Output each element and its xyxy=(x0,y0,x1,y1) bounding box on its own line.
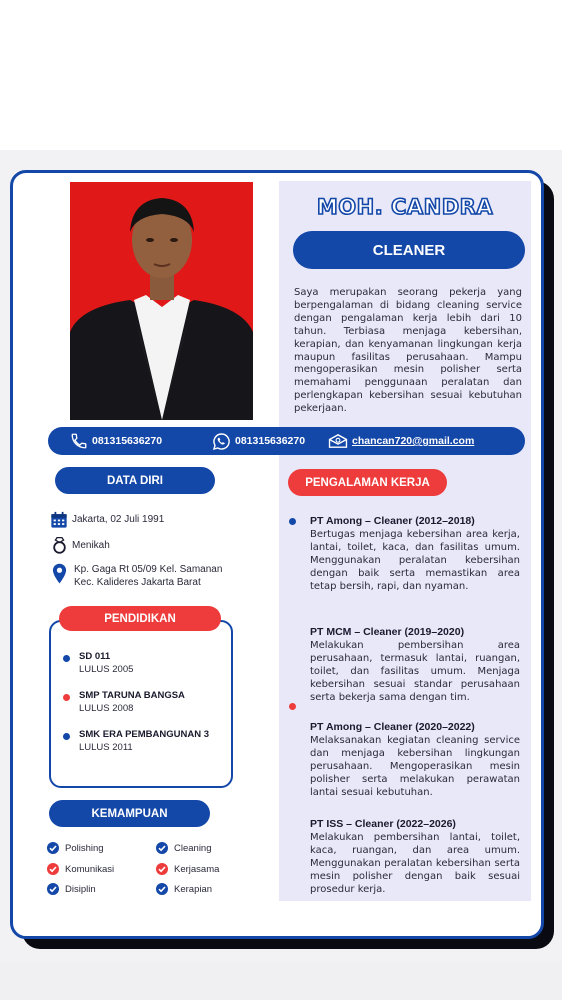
marital-status: Menikah xyxy=(72,540,110,551)
bottom-blank-area xyxy=(0,962,562,1000)
birth-info xyxy=(50,511,164,529)
education-heading: PENDIDIKAN xyxy=(59,606,221,631)
job-title-badge: CLEANER xyxy=(293,231,525,269)
skill-label: Polishing xyxy=(65,842,104,854)
experience-bullet xyxy=(289,518,296,525)
experience-description: Melakukan pembersihan area perusahaan, termasuk lantai, ruangan, toilet, dan fasilitas umum. Menjaga kebersihan sesuai standar perusahaan serta bekerja sama dengan tim. xyxy=(310,640,520,703)
top-blank-area xyxy=(0,0,562,150)
candidate-name: MOH. CANDRA xyxy=(316,195,494,219)
school-name: SMP TARUNA BANGSA xyxy=(79,690,185,701)
skill-label: Kerapian xyxy=(174,883,213,895)
check-circle-icon xyxy=(156,883,168,895)
experience-title: PT MCM – Cleaner (2019–2020) xyxy=(310,626,465,638)
education-item xyxy=(79,729,209,753)
skill-label: Kerjasama xyxy=(174,863,220,875)
education-bullet xyxy=(63,655,70,662)
email-contact[interactable] xyxy=(328,427,474,455)
experience-description: Melaksanakan kegiatan cleaning service dan menjaga kebersihan lingkungan perusahaan. Mengoperasikan mesin polisher serta melakukan perawatan lantai sesuai kebutuhan. xyxy=(310,735,520,798)
education-bullet xyxy=(63,694,70,701)
skill-label: Cleaning xyxy=(174,842,212,854)
skill-item xyxy=(156,863,219,875)
profile-photo xyxy=(70,182,253,420)
contact-bar xyxy=(48,427,525,455)
check-circle-icon xyxy=(47,863,59,875)
education-item xyxy=(79,690,185,714)
experience-heading: PENGALAMAN KERJA xyxy=(288,469,447,496)
education-item xyxy=(79,651,133,675)
education-box xyxy=(49,620,233,788)
experience-title: PT Among – Cleaner (2020–2022) xyxy=(310,721,475,733)
skill-item xyxy=(47,863,114,875)
graduation-year: LULUS 2005 xyxy=(79,664,134,675)
skill-item xyxy=(156,883,212,895)
experience-description: Bertugas menjaga kebersihan area kerja, lantai, toilet, kaca, dan fasilitas umum. Menggunakan peralatan kebersihan dengan baik serta memastikan area tetap bersih, rapi, dan nyaman. xyxy=(310,529,520,592)
phone-contact xyxy=(70,427,162,455)
whatsapp-icon xyxy=(212,432,231,451)
whatsapp-contact xyxy=(212,427,305,455)
address-line-1: Kp. Gaga Rt 05/09 Kel. Samanan xyxy=(74,564,223,575)
resume-card xyxy=(10,170,544,939)
check-circle-icon xyxy=(156,842,168,854)
experience-item xyxy=(310,626,520,704)
graduation-year: LULUS 2011 xyxy=(79,742,133,753)
check-circle-icon xyxy=(47,842,59,854)
email-icon xyxy=(328,433,348,449)
skill-item xyxy=(47,842,104,854)
calendar-icon xyxy=(50,511,68,529)
graduation-year: LULUS 2008 xyxy=(79,703,134,714)
experience-title: PT Among – Cleaner (2012–2018) xyxy=(310,515,475,527)
address-info xyxy=(52,562,222,589)
whatsapp-number: 081315636270 xyxy=(235,435,306,447)
profile-summary: Saya merupakan seorang pekerja yang berpengalaman di bidang cleaning service dengan pengalaman kerja lebih dari 10 tahun. Terbiasa menjaga kebersihan, kerapian, dan kenyamanan lingkungan kerja maupun fasilitas perusahaan. Mampu mengoperasikan mesin polisher serta memahami penggunaan peralatan dan perlengkapan kebersihan sesuai kebutuhan pekerjaan. xyxy=(294,287,522,415)
school-name: SD 011 xyxy=(79,651,111,662)
email-address[interactable]: chancan720@gmail.com xyxy=(352,435,475,447)
location-pin-icon xyxy=(52,562,67,586)
check-circle-icon xyxy=(156,863,168,875)
phone-icon xyxy=(70,432,88,450)
skill-label: Disiplin xyxy=(65,883,96,895)
skill-item xyxy=(47,883,96,895)
experience-item xyxy=(310,721,520,799)
marital-info xyxy=(51,536,110,554)
experience-bullet xyxy=(289,703,296,710)
skill-label: Komunikasi xyxy=(65,863,115,875)
experience-description: Melakukan pembersihan lantai, toilet, kaca, ruangan, dan area umum. Menggunakan peralatan kebersihan serta mesin polisher dengan baik sesuai prosedur kerja. xyxy=(310,832,520,895)
address-line-2: Kec. Kalideres Jakarta Barat xyxy=(74,577,201,588)
experience-item xyxy=(310,818,520,896)
skill-item xyxy=(156,842,212,854)
school-name: SMK ERA PEMBANGUNAN 3 xyxy=(79,729,210,740)
skills-heading: KEMAMPUAN xyxy=(49,800,210,827)
ring-icon xyxy=(51,536,68,554)
personal-data-heading: DATA DIRI xyxy=(55,467,215,494)
experience-item xyxy=(310,515,520,593)
phone-number: 081315636270 xyxy=(92,435,163,447)
person-illustration xyxy=(70,182,253,420)
education-bullet xyxy=(63,733,70,740)
check-circle-icon xyxy=(47,883,59,895)
experience-title: PT ISS – Cleaner (2022–2026) xyxy=(310,818,456,830)
birth-place-date: Jakarta, 02 Juli 1991 xyxy=(72,514,165,525)
